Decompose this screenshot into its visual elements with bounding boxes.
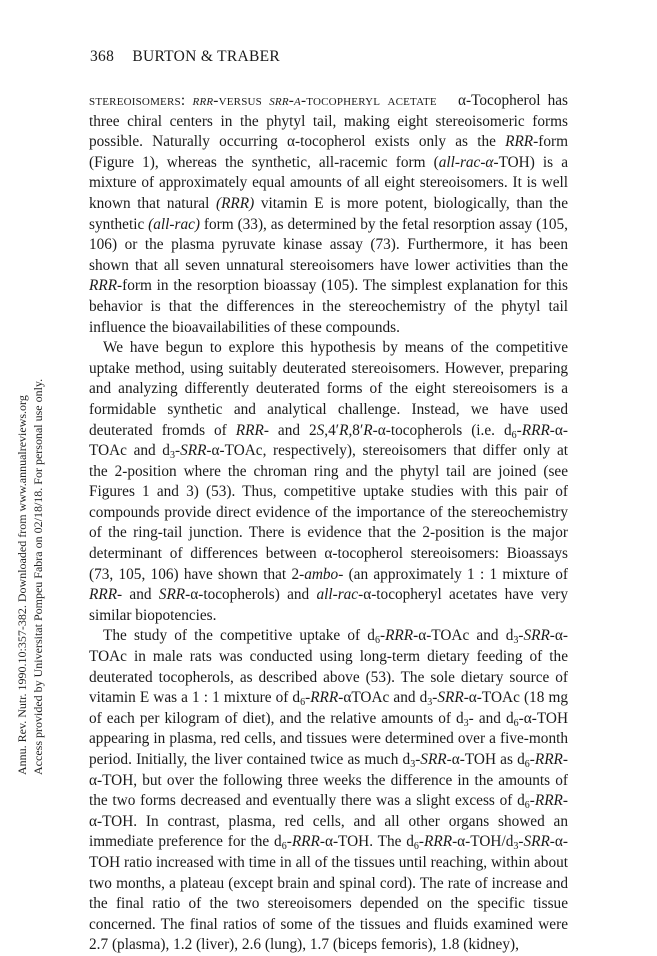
running-title: BURTON & TRABER [132, 48, 281, 65]
citation-line: Annu. Rev. Nutr. 1990.10:357-382. Downloaded from www.annualreviews.org [15, 395, 29, 775]
running-header [90, 48, 570, 66]
paragraph-1: stereoisomers: rrr-versus srr-α-tocopheryl acetate α-Tocopherol has three chiral centers in the phytyl tail, making eight stereoisomeric forms possible. Naturally occurring α-tocopherol exists only as the RRR-form (Figure 1), whereas the synthetic, all-racemic form (all-rac-α-TOH) is a mixture of approximately equal amounts of all eight stereoisomers. It is well known that natural (RRR) vitamin E is more potent, biologically, than the synthetic (all-rac) form (33), as determined by the fetal resorption assay (105, 106) or the plasma pyruvate kinase assay (73). Furthermore, it has been shown that all seven unnatural stereoisomers have lower activities than the RRR-form in the resorption bioassay (105). The simplest explanation for this behavior is that the differences in the stereochemistry of the phytyl tail influence the bioavailabilities of these compounds. [89, 92, 568, 336]
page-number: 368 [90, 48, 115, 65]
article-body [89, 91, 568, 956]
access-line: Access provided by Universitat Pompeu Fabra on 02/18/18. For personal use only. [31, 378, 45, 775]
section-heading: stereoisomers: rrr-versus srr-α-tocopheryl acetate [89, 92, 437, 109]
paragraph-2: We have begun to explore this hypothesis by means of the competitive uptake method, using suitably deuterated stereoisomers. However, preparing and analyzing differently deuterated forms of the eight stereoisomers is a formidable synthetic and analytical challenge. Instead, we have used deuterated fromds of RRR- and 2S,4′R,8′R-α-tocopherols (i.e. $d_6-RRR-\alpha$-TOAc and $d_3-SRR-\alpha$-TOAc, respectively), stereoisomers that differ only at the 2-position where the chroman ring and the phytyl tail are joined (see Figures 1 and 3) (53). Thus, competitive uptake studies with this pair of compounds provide direct evidence of the importance of the stereochemistry of the ring-tail junction. There is evidence that the 2-position is the major determinant of differences between α-tocopherol stereoisomers: Bioassays (73, 105, 106) have shown that 2-ambo- (an approximately 1 : 1 mixture of RRR- and SRR-α-tocopherols) and all-rac-α-tocopheryl acetates have very similar biopotencies. [89, 339, 569, 624]
access-notice [14, 305, 50, 775]
paragraph-3: The study of the competitive uptake of $d_6-RRR-\alpha$-TOAc and $d_3-SRR-\alpha$-TOAc in male rats was conducted using long-term dietary feeding of the deuterated tocopherols, as described above (53). The sole dietary source of vitamin E was a 1 : 1 mixture of $d_6-RRR$-αTOAc and $d_3-SRR-\alpha$-TOAc (18 mg of each per kilogram of diet), and the relative amounts of $d_3-$ and $d_6-\alpha$-TOH appearing in plasma, red cells, and tissues were determined over a five-month period. Initially, the liver contained twice as much $d_3-SRR-\alpha$-TOH as $d_6-RRR-\alpha$-TOH, but over the following three weeks the difference in the amounts of the two forms decreased and eventually there was a slight excess of $d_6-RRR-\alpha$-TOH. In contrast, plasma, red cells, and all other organs showed an immediate preference for the $d_6-RRR-\alpha$-TOH. The $d_6-RRR-\alpha-TOH/d_3-SRR-\alpha$-TOH ratio increased with time in all of the tissues until reaching, within about two months, a plateau (except brain and spinal cord). The rate of increase and the final ratio of the two stereoisomers depended on the specific tissue concerned. The final ratios of some of the tissues and fluids examined were 2.7 (plasma), 1.2 (liver), 2.6 (lung), 1.7 (biceps femoris), 1.8 (kidney), [89, 627, 569, 954]
